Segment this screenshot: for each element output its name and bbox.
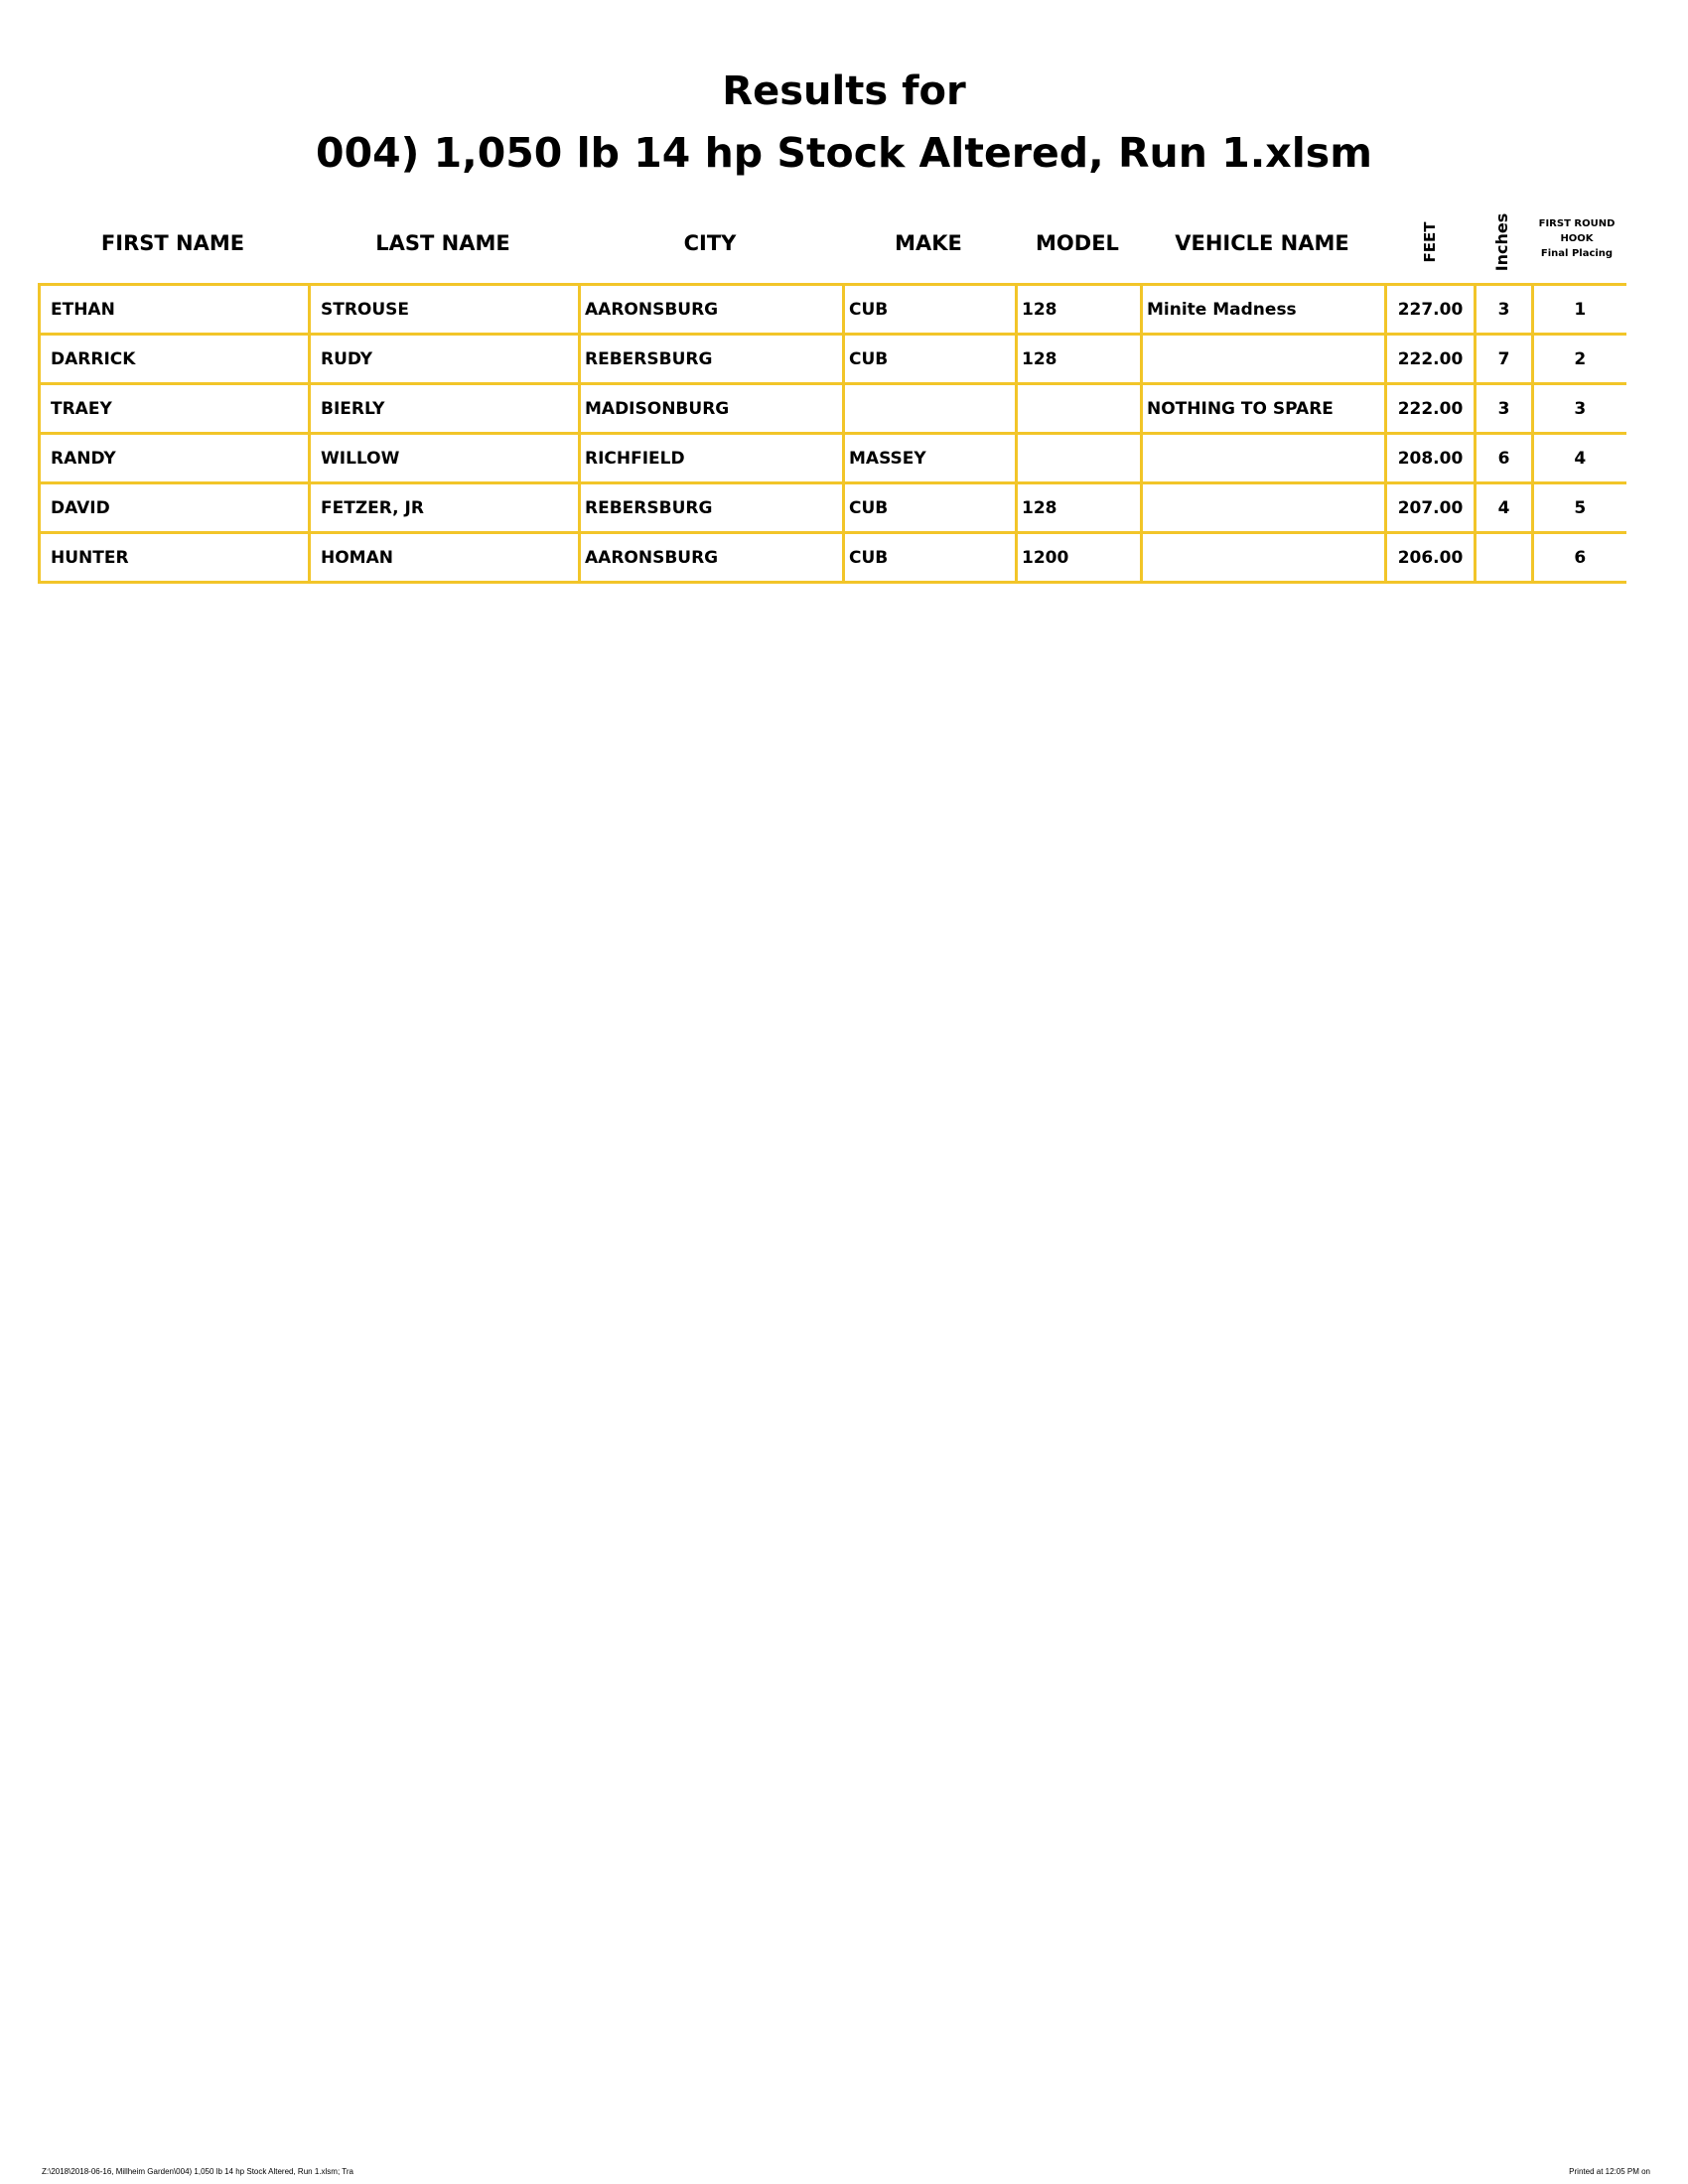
cell-inches: 7 [1476, 335, 1533, 384]
cell-city: REBERSBURG [580, 335, 844, 384]
cell-make: CUB [844, 285, 1017, 335]
cell-final-placing: 5 [1533, 483, 1626, 533]
cell-model: 1200 [1017, 533, 1142, 583]
header-final-placing [1530, 216, 1623, 261]
cell-vehicle-name: NOTHING TO SPARE [1142, 384, 1386, 434]
cell-first-name: DAVID [40, 483, 310, 533]
cell-make: MASSEY [844, 434, 1017, 483]
cell-feet: 227.00 [1386, 285, 1476, 335]
cell-model [1017, 384, 1142, 434]
cell-inches [1476, 533, 1533, 583]
cell-inches: 3 [1476, 384, 1533, 434]
cell-vehicle-name [1142, 335, 1386, 384]
cell-final-placing: 4 [1533, 434, 1626, 483]
cell-feet: 207.00 [1386, 483, 1476, 533]
header-make: MAKE [895, 231, 962, 255]
cell-final-placing: 6 [1533, 533, 1626, 583]
cell-inches: 3 [1476, 285, 1533, 335]
cell-feet: 208.00 [1386, 434, 1476, 483]
table-row [40, 285, 1626, 335]
cell-inches: 6 [1476, 434, 1533, 483]
cell-feet: 222.00 [1386, 384, 1476, 434]
cell-first-name: HUNTER [40, 533, 310, 583]
page-subtitle: 004) 1,050 lb 14 hp Stock Altered, Run 1.xlsm [316, 129, 1372, 177]
cell-vehicle-name [1142, 533, 1386, 583]
cell-first-name: RANDY [40, 434, 310, 483]
cell-feet: 222.00 [1386, 335, 1476, 384]
page-title: Results for [722, 68, 966, 114]
cell-last-name: FETZER, JR [310, 483, 580, 533]
cell-city: MADISONBURG [580, 384, 844, 434]
header-city: CITY [683, 231, 737, 255]
cell-final-placing: 1 [1533, 285, 1626, 335]
table-row [40, 483, 1626, 533]
cell-first-name: ETHAN [40, 285, 310, 335]
header-placing-line2: HOOK [1560, 233, 1594, 244]
cell-city: REBERSBURG [580, 483, 844, 533]
cell-model: 128 [1017, 483, 1142, 533]
header-vehicle-name: VEHICLE NAME [1175, 231, 1349, 255]
cell-make: CUB [844, 483, 1017, 533]
header-inches: Inches [1492, 212, 1511, 272]
cell-make: CUB [844, 335, 1017, 384]
cell-city: RICHFIELD [580, 434, 844, 483]
cell-last-name: WILLOW [310, 434, 580, 483]
cell-first-name: DARRICK [40, 335, 310, 384]
table-row [40, 533, 1626, 583]
cell-last-name: BIERLY [310, 384, 580, 434]
cell-vehicle-name [1142, 483, 1386, 533]
cell-city: AARONSBURG [580, 285, 844, 335]
footer-printed-at: Printed at 12:05 PM on [1569, 2167, 1650, 2176]
cell-first-name: TRAEY [40, 384, 310, 434]
header-placing-line1: FIRST ROUND [1538, 218, 1616, 229]
results-table [38, 283, 1626, 584]
cell-last-name: RUDY [310, 335, 580, 384]
cell-final-placing: 2 [1533, 335, 1626, 384]
cell-final-placing: 3 [1533, 384, 1626, 434]
header-model: MODEL [1036, 231, 1119, 255]
cell-model: 128 [1017, 285, 1142, 335]
footer-file-path: Z:\2018\2018-06-16, Millheim Garden\004) 1,050 lb 14 hp Stock Altered, Run 1.xlsm; Tra [42, 2167, 353, 2176]
cell-inches: 4 [1476, 483, 1533, 533]
results-body [40, 285, 1626, 583]
cell-last-name: HOMAN [310, 533, 580, 583]
header-placing-line3: Final Placing [1540, 248, 1614, 259]
header-first-name: FIRST NAME [100, 231, 245, 255]
header-feet: FEET [1421, 221, 1439, 263]
cell-feet: 206.00 [1386, 533, 1476, 583]
cell-last-name: STROUSE [310, 285, 580, 335]
table-row [40, 384, 1626, 434]
header-last-name: LAST NAME [375, 231, 510, 255]
table-row [40, 335, 1626, 384]
cell-model [1017, 434, 1142, 483]
cell-make [844, 384, 1017, 434]
cell-make: CUB [844, 533, 1017, 583]
cell-vehicle-name: Minite Madness [1142, 285, 1386, 335]
cell-model: 128 [1017, 335, 1142, 384]
cell-vehicle-name [1142, 434, 1386, 483]
cell-city: AARONSBURG [580, 533, 844, 583]
table-row [40, 434, 1626, 483]
